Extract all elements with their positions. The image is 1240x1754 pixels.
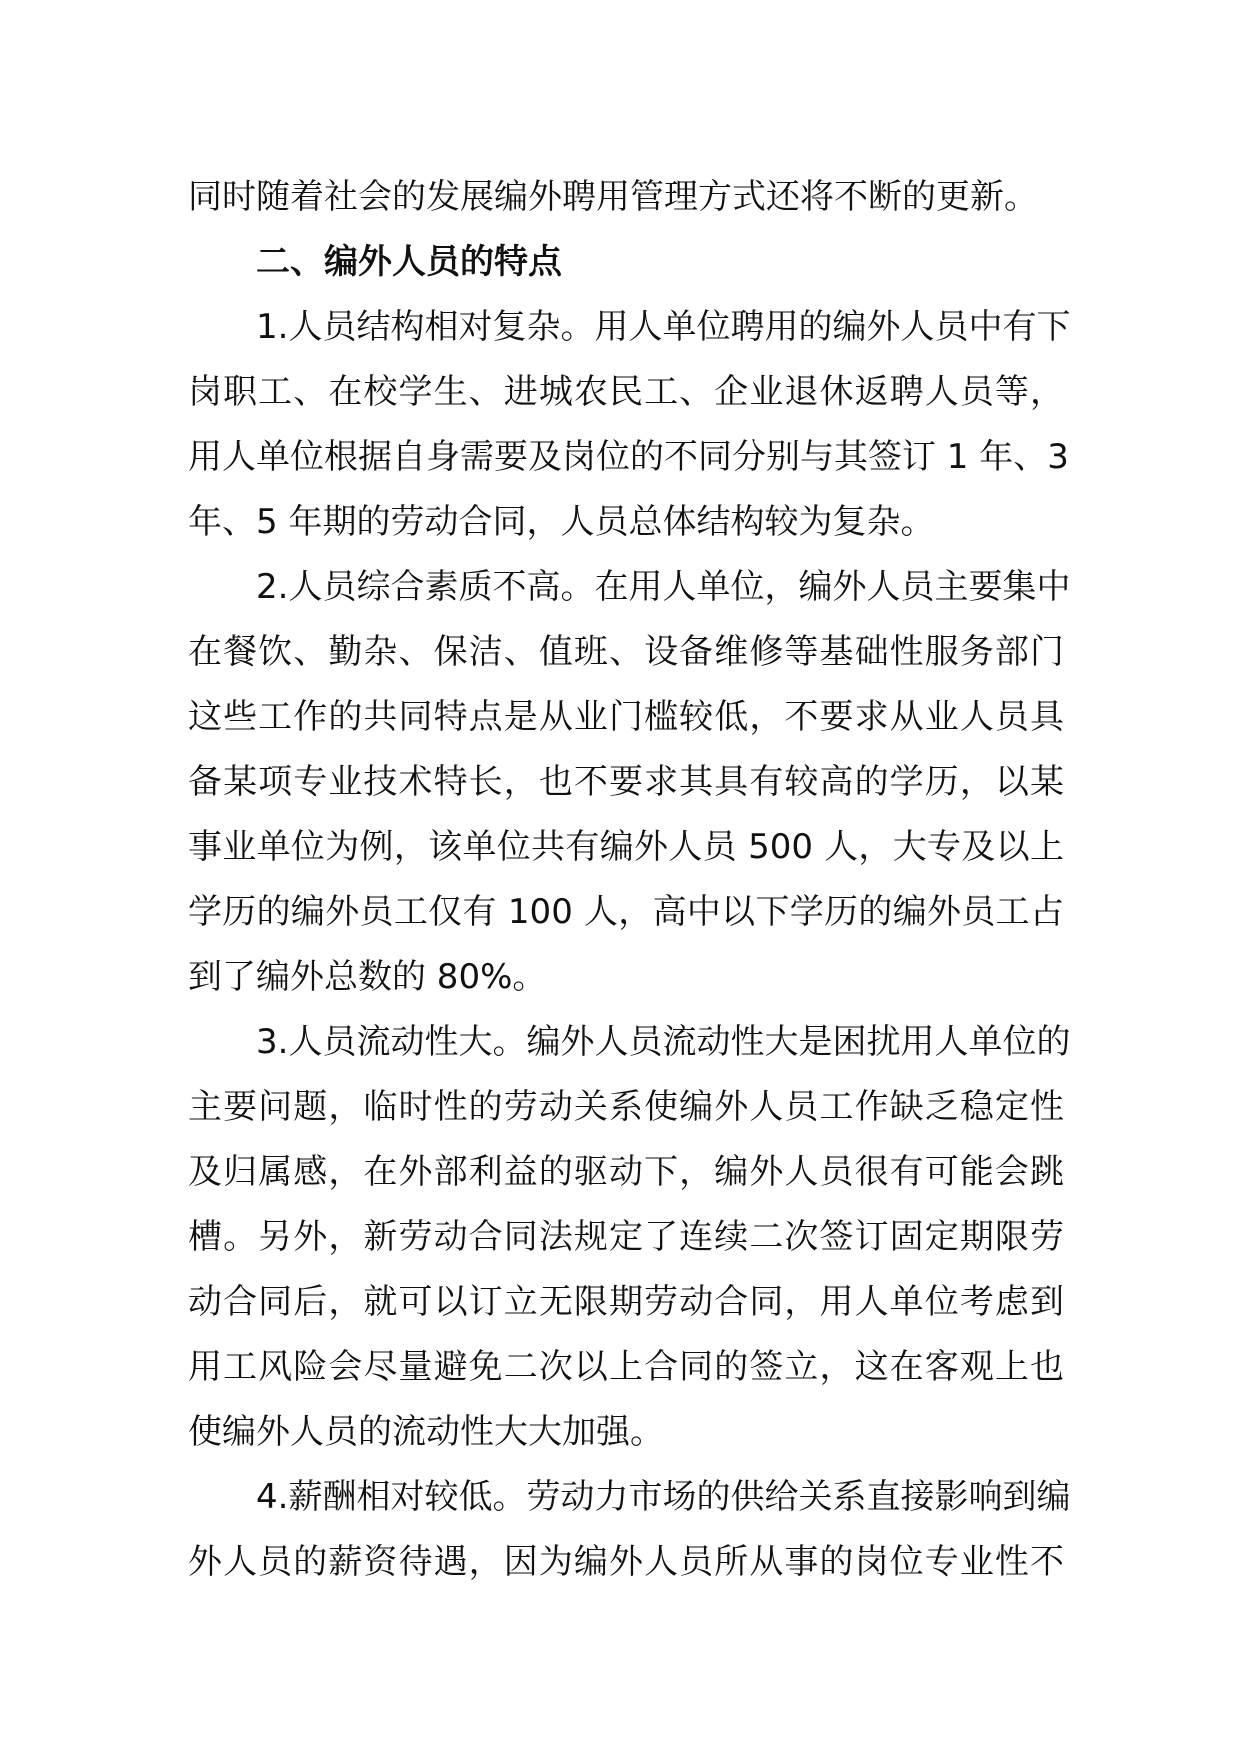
paragraph-line: 动合同后，就可以订立无限期劳动合同，用人单位考虑到 [188, 1282, 1064, 1322]
paragraph-line: 这些工作的共同特点是从业门槛较低，不要求从业人员具 [188, 697, 1064, 737]
paragraph-line: 年、5 年期的劳动合同，人员总体结构较为复杂。 [188, 502, 935, 542]
paragraph-line: 岗职工、在校学生、进城农民工、企业退休返聘人员等， [188, 372, 1064, 412]
paragraph-line: 及归属感，在外部利益的驱动下，编外人员很有可能会跳 [188, 1152, 1064, 1192]
paragraph-line: 2.人员综合素质不高。在用人单位，编外人员主要集中 [256, 567, 1071, 607]
paragraph-line: 1.人员结构相对复杂。用人单位聘用的编外人员中有下 [256, 307, 1071, 347]
paragraph-line: 备某项专业技术特长，也不要求其具有较高的学历，以某 [188, 762, 1064, 802]
paragraph-line: 4.薪酬相对较低。劳动力市场的供给关系直接影响到编 [256, 1477, 1071, 1517]
paragraph-line: 到了编外总数的 80%。 [188, 957, 547, 997]
paragraph-line: 事业单位为例，该单位共有编外人员 500 人，大专及以上 [188, 827, 1064, 867]
document-body [188, 165, 1071, 1595]
paragraph-line: 3.人员流动性大。编外人员流动性大是困扰用人单位的 [256, 1022, 1071, 1062]
paragraph-line: 用工风险会尽量避免二次以上合同的签立，这在客观上也 [188, 1347, 1064, 1387]
paragraph-line: 主要问题，临时性的劳动关系使编外人员工作缺乏稳定性 [188, 1087, 1064, 1127]
paragraph-line: 学历的编外员工仅有 100 人，高中以下学历的编外员工占 [188, 892, 1064, 932]
paragraph-line: 同时随着社会的发展编外聘用管理方式还将不断的更新。 [188, 177, 1038, 217]
paragraph-line: 使编外人员的流动性大大加强。 [188, 1412, 664, 1452]
paragraph-line: 槽。另外，新劳动合同法规定了连续二次签订固定期限劳 [188, 1217, 1064, 1257]
paragraph-line: 外人员的薪资待遇，因为编外人员所从事的岗位专业性不 [188, 1542, 1064, 1582]
section-heading: 二、编外人员的特点 [256, 242, 562, 282]
paragraph-line: 在餐饮、勤杂、保洁、值班、设备维修等基础性服务部门 [188, 632, 1064, 672]
paragraph-line: 用人单位根据自身需要及岗位的不同分别与其签订 1 年、3 [188, 437, 1069, 477]
